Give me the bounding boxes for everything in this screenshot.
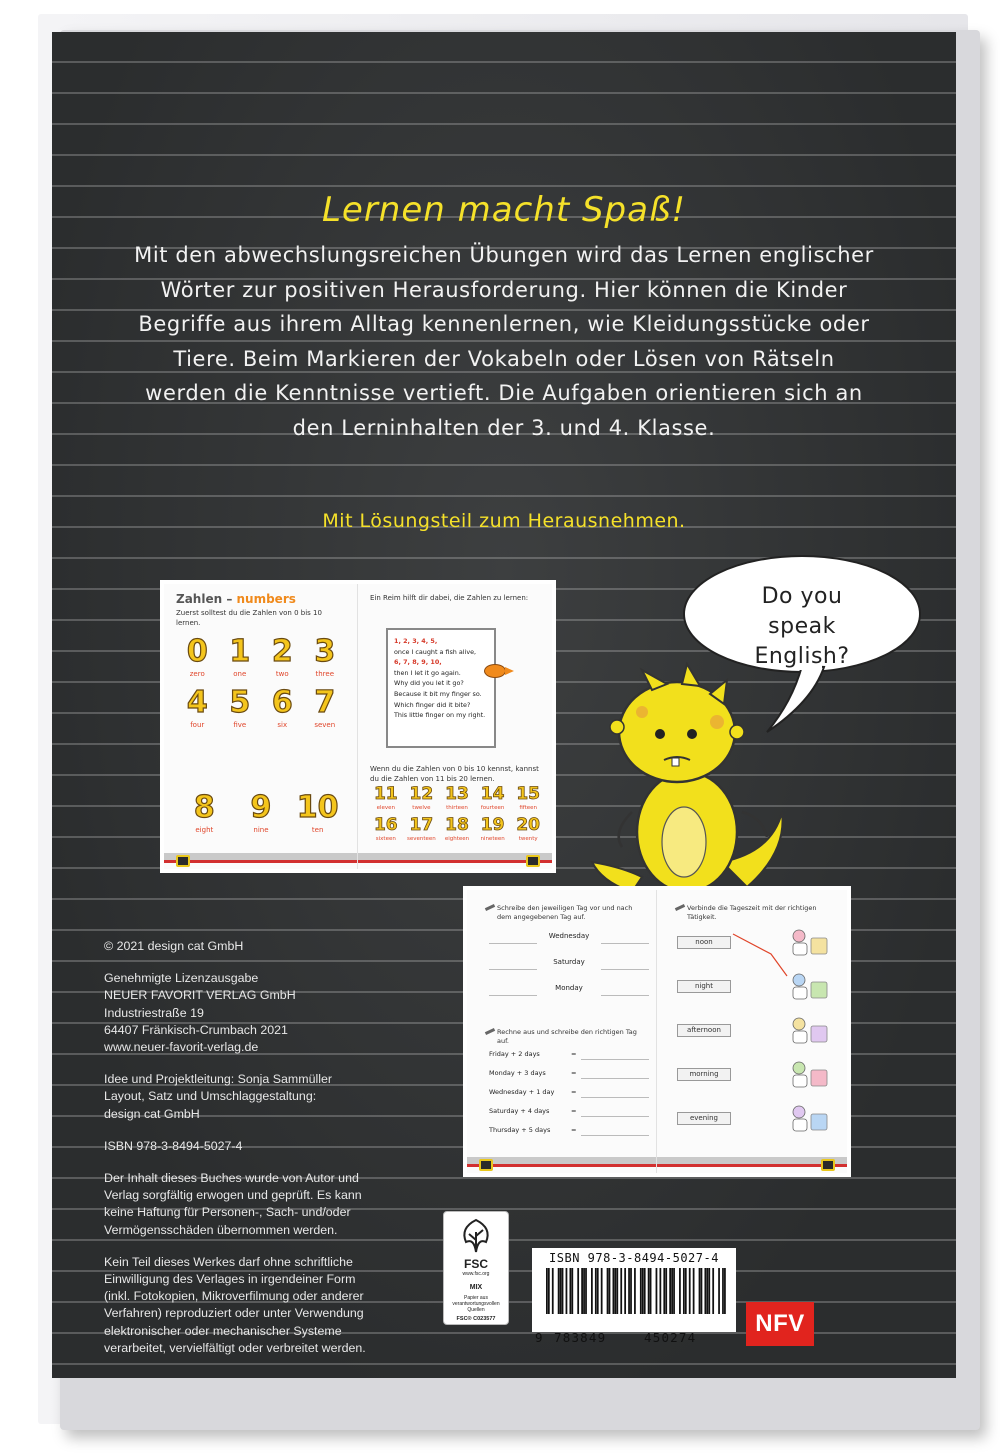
barcode-bar [712,1268,714,1314]
number-cell [219,685,262,730]
barcode-bar [613,1268,615,1314]
number-digit: 6 [271,685,293,720]
barcode-bar [548,1268,550,1314]
number-digit: 4 [186,685,208,720]
answer-line-after [601,943,649,944]
calc-row [489,1050,649,1062]
day-word: Monday [555,984,583,992]
calc-equals: = [571,1126,577,1134]
rhyme-line: This little finger on my right. [394,711,486,720]
day-row [489,984,649,998]
imprint-line: 64407 Fränkisch-Crumbach 2021 [104,1022,288,1037]
rhyme-line: Because it bit my finger so. [394,689,482,698]
teen-cell [404,815,440,843]
number-cell [233,790,290,835]
number-cell [176,634,219,679]
barcode-bar [558,1268,560,1314]
barcode-bar [624,1268,626,1314]
teen-word: nineteen [480,836,505,842]
day-row [489,932,649,946]
number-digit: 2 [271,634,293,669]
rhyme-line: 6, 7, 8, 9, 10, [394,658,442,667]
number-cell [261,685,304,730]
dinosaur-mascot-icon [572,662,802,912]
imprint-line: keine Haftung für Personen-, Sach- und/oder [104,1205,351,1220]
imprint-line: (inkl. Fotokopien, Mikroverfilmung oder anderer [104,1289,364,1304]
rhyme-line: Which finger did it bite? [394,700,471,709]
number-digit: 3 [314,634,336,669]
credits-block [104,1071,424,1123]
teen-word: thirteen [446,805,468,811]
page-footer [657,1157,847,1167]
page-footer [164,853,357,863]
preview-page-right [657,890,847,1173]
page-badge [479,1159,493,1171]
teen-number-grid [368,784,546,843]
number-digit: 5 [229,685,251,720]
calc-answer-line [581,1116,649,1117]
calc-expression: Wednesday + 1 day [489,1088,555,1096]
answer-line-before [489,969,537,970]
barcode-bar [724,1268,726,1314]
number-cell [219,634,262,679]
number-grid [176,634,346,730]
teen-cell [510,784,546,812]
rhyme-box [386,628,496,748]
solution-note: Mit Lösungsteil zum Herausnehmen. [322,510,686,532]
barcode-bar [562,1268,564,1314]
number-word: two [275,670,289,678]
teen-digit: 13 [445,784,469,804]
number-word: seven [314,721,336,729]
teen-cell [368,784,404,812]
calc-answer-line [581,1097,649,1098]
imprint-line: Idee und Projektleitung: Sonja Sammüller [104,1072,332,1087]
task-calc: Rechne aus und schreibe den richtigen Tag auf. [485,1028,645,1046]
barcode-bar [656,1268,658,1314]
barcode-bar [569,1268,571,1314]
calc-answer-line [581,1135,649,1136]
teen-word: twenty [518,836,538,842]
calc-equals: = [571,1050,577,1058]
speech-bubble-text [722,582,882,672]
barcode-bar [701,1268,703,1314]
barcode-bar [642,1268,644,1314]
number-word: six [277,721,288,729]
imprint-line: elektronischer oder mechanischer Systeme [104,1323,342,1338]
barcode-bar [718,1268,720,1314]
barcode-bar [640,1268,642,1314]
number-cell [176,685,219,730]
time-of-day-box: morning [677,1068,731,1081]
calc-row [489,1069,649,1081]
barcode-group-2: 450274 [644,1330,697,1345]
day-word: Wednesday [548,932,590,940]
teen-cell [510,815,546,843]
barcode-bar [560,1268,562,1314]
activity-picture-icon [785,1014,831,1046]
calc-answer-line [581,1078,649,1079]
day-word: Saturday [553,958,585,966]
fsc-desc: Papier aus verantwortungsvollen Quellen [452,1295,500,1313]
barcode-bar [671,1268,673,1314]
imprint-line: Verfahren) reproduziert oder unter Verwendung [104,1306,364,1321]
number-word: one [233,670,247,678]
imprint-line: Verlag sorgfältig erwogen und geprüft. Es kann [104,1188,362,1203]
imprint-line: Einwilligung des Verlages in irgendeiner Form [104,1272,356,1287]
preview-title-accent: numbers [236,592,296,606]
imprint-line: Vermögensschäden übernommen werden. [104,1222,338,1237]
preview-spread-numbers [164,584,552,869]
number-digit: 1 [229,634,251,669]
imprint-line: Industriestraße 19 [104,1005,204,1020]
time-of-day-box: evening [677,1112,731,1125]
preview-title-prefix: Zahlen – [176,592,237,606]
page-footer [467,1157,656,1167]
imprint [104,938,424,1372]
isbn-barcode [532,1248,736,1345]
imprint-line: verarbeitet, vervielfältigt oder verbreitet werden. [104,1340,366,1355]
time-of-day-box: night [677,980,731,993]
number-digit: 8 [193,790,215,825]
barcode-bar [706,1268,708,1314]
speech-line-1: Do you [761,584,843,609]
barcode-bar [683,1268,685,1314]
teen-digit: 12 [409,784,434,804]
barcode-bar [614,1268,616,1314]
imprint-line: Genehmigte Lizenzausgabe [104,971,259,986]
number-word: nine [253,826,269,834]
number-cell [289,790,346,835]
barcode-bar [663,1268,665,1314]
teen-cell [475,815,511,843]
barcode-bar [669,1268,671,1314]
answer-line-before [489,995,537,996]
barcode-bar [546,1268,548,1314]
imprint-line: NEUER FAVORIT VERLAG GmbH [104,988,296,1003]
number-cell [261,634,304,679]
barcode-bar [644,1268,646,1314]
barcode-bar [607,1268,609,1314]
calc-row [489,1088,649,1100]
teen-digit: 15 [516,784,541,804]
barcode-first-digit: 9 [535,1330,543,1345]
barcode-bar [571,1268,573,1314]
barcode-bars-icon [546,1268,726,1314]
page-footer [358,853,552,863]
barcode-bar [630,1268,632,1314]
number-word: five [233,721,247,729]
teen-digit: 18 [445,815,469,835]
barcode-bar [591,1268,593,1314]
fsc-logo [443,1211,509,1325]
teen-digit: 11 [373,784,398,804]
teen-word: eleven [376,805,395,811]
page-badge [821,1159,835,1171]
fsc-name: FSC [464,1257,488,1271]
number-word: zero [189,670,205,678]
teen-cell [368,815,404,843]
number-word: four [190,721,205,729]
rights-block [104,1254,424,1357]
calc-expression: Saturday + 4 days [489,1107,550,1115]
calc-expression: Monday + 3 days [489,1069,546,1077]
blurb-text: Mit den abwechslungsreichen Übungen wird das Lernen englischer Wörter zur positiven Herausforderung. Hier können die Kinder Begriffe aus ihrem Alltag kennenlernen, wie Kleidungsstücke oder Tiere. Beim Markieren der Vokabeln oder Lösen von Rätseln werden die Kenntnisse vertieft. Die Aufgaben orientieren sich an den Lerninhalten der 3. und 4. Klasse. [134,243,874,440]
activity-picture-icon [785,1058,831,1090]
task-times: Verbinde die Tageszeit mit der richtigen Tätigkeit. [675,904,840,922]
barcode-bar [583,1268,585,1314]
headline: Lernen macht Spaß! [321,190,687,230]
time-of-day-box: afternoon [677,1024,731,1037]
barcode-bar [708,1268,710,1314]
barcode-bar [693,1268,695,1314]
barcode-bar [616,1268,618,1314]
teen-word: sixteen [375,836,396,842]
barcode-bar [585,1268,587,1314]
fsc-mix: MIX [469,1284,483,1291]
teen-cell [439,784,475,812]
book-back-cover [52,32,956,1378]
page-badge [526,855,540,867]
barcode-bar [699,1268,701,1314]
barcode-bar [552,1268,554,1314]
fsc-code: FSC® C023577 [456,1316,496,1322]
number-grid-row3 [176,790,346,835]
barcode-bar [601,1268,603,1314]
barcode-bar [648,1268,650,1314]
barcode-bar [704,1268,706,1314]
calc-equals: = [571,1069,577,1077]
teen-digit: 14 [480,784,505,804]
rhyme-line: 1, 2, 3, 4, 5, [394,637,438,645]
fsc-site: www.fsc.org [462,1271,490,1277]
teen-word: fifteen [519,805,538,811]
calc-answer-line [581,1059,649,1060]
preview-page-left [164,584,358,869]
number-word: ten [311,826,324,834]
isbn-text: ISBN 978-3-8494-5027-4 [104,1138,243,1153]
calc-expression: Friday + 2 days [489,1050,540,1058]
barcode-bar [685,1268,687,1314]
barcode-bar [722,1268,724,1314]
number-cell [304,685,347,730]
publisher-badge: NFV [746,1302,814,1346]
barcode-bar [609,1268,611,1314]
copyright: © 2021 design cat GmbH [104,939,244,953]
activity-picture-icon [785,970,831,1002]
barcode-isbn: ISBN 978-3-8494-5027-4 [549,1251,719,1265]
preview-title [176,592,296,606]
teen-intro: Wenn du die Zahlen von 0 bis 10 kennst, kannst du die Zahlen von 11 bis 20 lernen. [370,765,539,783]
number-word: eight [195,826,214,834]
fsc-tree-icon [456,1218,496,1258]
number-digit: 10 [296,790,339,825]
barcode-bar [634,1268,636,1314]
number-cell [304,634,347,679]
disclaimer-block [104,1170,424,1239]
teen-digit: 20 [516,815,541,835]
barcode-bar [620,1268,622,1314]
imprint-line: Der Inhalt dieses Buches wurde von Autor und [104,1171,359,1186]
calc-equals: = [571,1107,577,1115]
teen-word: twelve [412,805,431,811]
teen-cell [439,815,475,843]
teen-digit: 16 [373,815,398,835]
preview-page-right [358,584,552,869]
number-cell [176,790,233,835]
imprint-line: Kein Teil dieses Werkes darf ohne schriftliche [104,1254,353,1269]
barcode-bar [628,1268,630,1314]
teen-cell [475,784,511,812]
calc-expression: Thursday + 5 days [489,1126,551,1134]
barcode-bar [566,1268,568,1314]
answer-line-after [601,995,649,996]
number-word: three [315,670,335,678]
imprint-line: www.neuer-favorit-verlag.de [104,1040,259,1055]
teen-cell [404,784,440,812]
license-block [104,970,424,1056]
barcode-bar [650,1268,652,1314]
calc-equals: = [571,1088,577,1096]
preview-spread-days [467,890,847,1173]
barcode-bar [689,1268,691,1314]
teen-digit: 19 [480,815,505,835]
calc-row [489,1126,649,1138]
number-digit: 0 [186,634,208,669]
answer-line-after [601,969,649,970]
barcode-bar [597,1268,599,1314]
barcode-bar [595,1268,597,1314]
rhyme-line: Why did you let it go? [394,679,464,688]
teen-digit: 17 [409,815,434,835]
imprint-line: Layout, Satz und Umschlaggestaltung: [104,1089,317,1104]
preview-page-left [467,890,657,1173]
speech-line-2: speak English? [754,614,850,669]
teen-word: seventeen [406,836,436,842]
task-days: Schreibe den jeweiligen Tag vor und nach dem angegebenen Tag auf. [485,904,645,922]
calc-row [489,1107,649,1119]
fish-icon [484,664,506,678]
barcode-bar [581,1268,583,1314]
rhyme-intro: Ein Reim hilft dir dabei, die Zahlen zu lernen: [370,594,529,602]
activity-picture-icon [785,1102,831,1134]
barcode-bar [673,1268,675,1314]
page-badge [176,855,190,867]
barcode-bar [659,1268,661,1314]
teen-word: fourteen [480,805,505,811]
preview-intro: Zuerst solltest du die Zahlen von 0 bis 10 lernen. [176,609,322,627]
imprint-line: design cat GmbH [104,1106,200,1121]
number-digit: 9 [250,790,272,825]
answer-line-before [489,943,537,944]
barcode-bar [665,1268,667,1314]
barcode-bar [679,1268,681,1314]
day-row [489,958,649,972]
number-digit: 7 [314,685,336,720]
connector-line-icon [731,930,791,990]
activity-picture-icon [785,926,831,958]
time-of-day-box: noon [677,936,731,949]
teen-word: eighteen [444,836,470,842]
barcode-group-1: 783849 [554,1330,607,1345]
rhyme-line: once I caught a fish alive, [394,647,477,656]
rhyme-line: then I let it go again. [394,668,461,677]
barcode-bar [577,1268,579,1314]
